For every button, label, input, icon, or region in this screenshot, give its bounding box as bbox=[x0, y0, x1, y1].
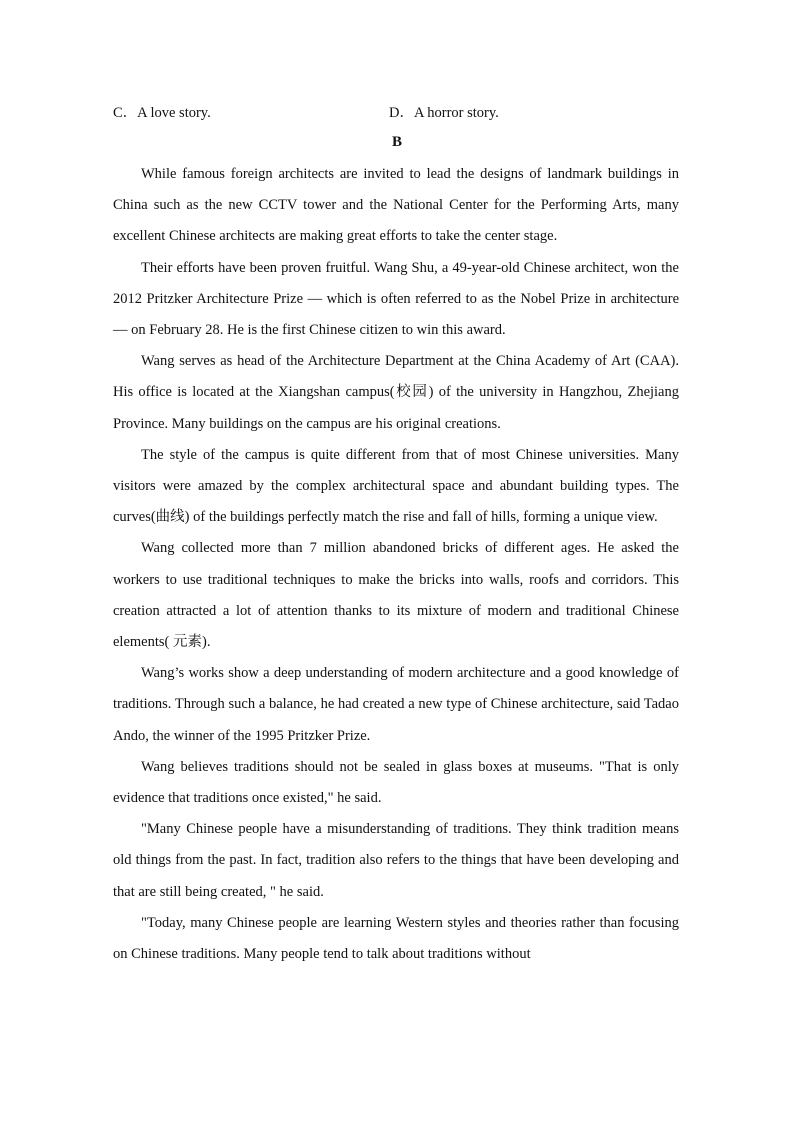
paragraph: "Many Chinese people have a misunderstanding of traditions. They think tradition means old things from the past. In fact, tradition also refers to the things that have been developing and that are still being created, " he said. bbox=[113, 821, 679, 900]
paragraph: The style of the campus is quite different from that of most Chinese universities. Many visitors were amazed by the complex architectural space and abundant building types. The curves(曲线) of the buildings perfectly match the rise and fall of hills, forming a unique view. bbox=[113, 446, 679, 526]
section-title: B bbox=[391, 134, 402, 150]
paragraph: Wang’s works show a deep understanding of modern architecture and a good knowledge of traditions. Through such a balance, he had created a new type of Chinese architecture, said Tadao Ando, the winner of the 1995 Pritzker Prize. bbox=[113, 665, 679, 744]
article-body bbox=[113, 159, 679, 970]
paragraph: Wang serves as head of the Architecture Department at the China Academy of Art (CAA). His office is located at the Xiangshan campus(校园) of the university in Hangzhou, Zhejiang Province. Many buildings on the campus are his original creations. bbox=[113, 353, 679, 432]
option-d: D．A horror story. bbox=[389, 105, 499, 121]
paragraph: Their efforts have been proven fruitful. Wang Shu, a 49-year-old Chinese architect, won the 2012 Pritzker Architecture Prize — which is often referred to as the Nobel Prize in architecture — on February 28. He is the first Chinese citizen to win this award. bbox=[113, 259, 679, 339]
paragraph: Wang collected more than 7 million abandoned bricks of different ages. He asked the workers to use traditional techniques to make the bricks into walls, roofs and corridors. This creation attracted a lot of attention thanks to its mixture of modern and traditional Chinese elements( 元素). bbox=[113, 540, 679, 651]
paragraph: Wang believes traditions should not be sealed in glass boxes at museums. "That is only evidence that traditions once existed," he said. bbox=[113, 758, 679, 807]
paragraph: "Today, many Chinese people are learning Western styles and theories rather than focusing on Chinese traditions. Many people tend to talk about traditions without bbox=[113, 914, 679, 963]
paragraph: While famous foreign architects are invited to lead the designs of landmark buildings in China such as the new CCTV tower and the National Center for the Performing Arts, many excellent Chinese architects are making great efforts to take the center stage. bbox=[113, 166, 679, 245]
option-c: C．A love story. bbox=[113, 105, 211, 121]
answer-options bbox=[113, 101, 693, 123]
